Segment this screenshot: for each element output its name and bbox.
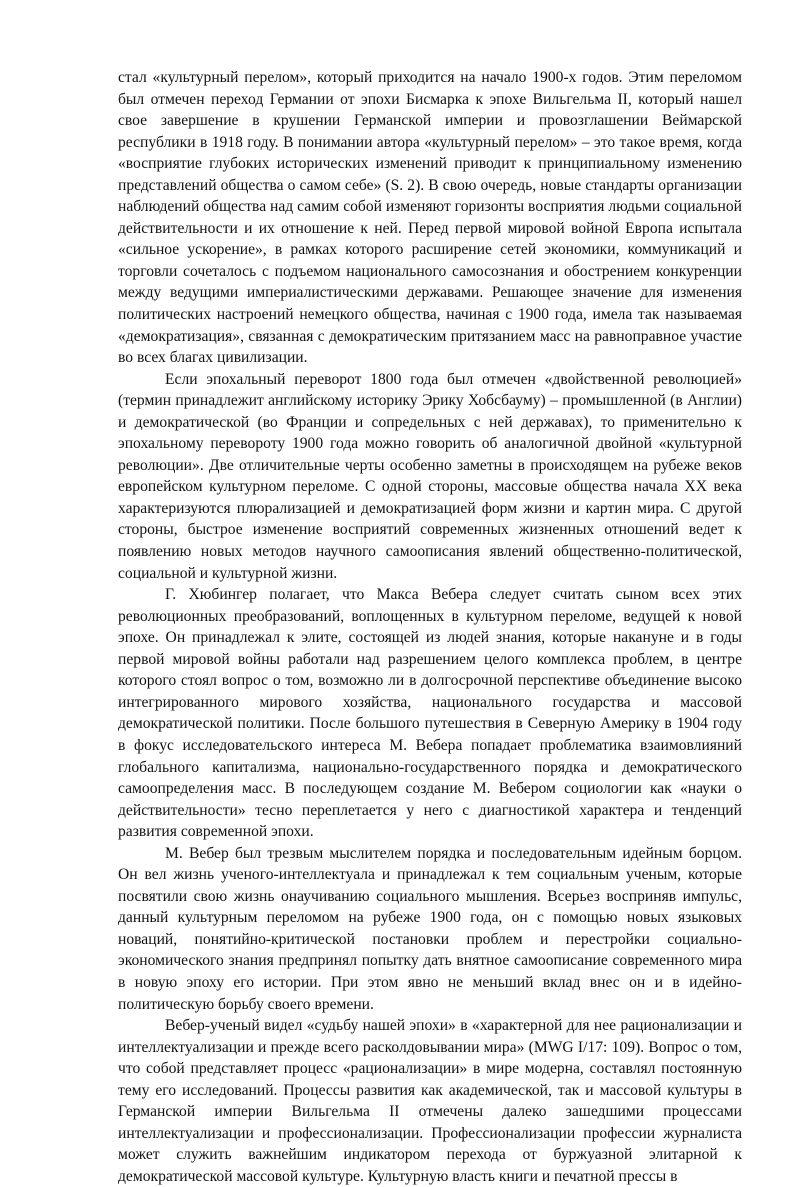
paragraph-5: Вебер-ученый видел «судьбу нашей эпохи» в «характерной для нее рационализации и интеллектуализации и прежде всего расколдовывании мира» (MWG I/17: 109). Вопрос о том, что собой представляет процесс «рационализации» в мире модерна, составлял постоянную тему его исследований. Процессы развития как академической, так и массовой культуры в Германской империи Вильгельма II отмечены далеко зашедшими процессами интеллектуализации и профессионализации. Профессионализации профессии журналиста может служить важнейшим индикатором перехода от буржуазной элитарной к демократической массовой культуре. Культурную власть книги и печатной прессы в [118, 1017, 742, 1185]
paragraph-2: Если эпохальный переворот 1800 года был отмечен «двойственной революцией» (термин принадлежит английскому историку Эрику Хобсбауму) – промышленной (в Англии) и демократической (во Франции и сопредельных с ней державах), то применительно к эпохальному перевороту 1900 года можно говорить об аналогичной двойной «культурной революции». Две отличительные черты особенно заметны в происходящем на рубеже веков европейском культурном переломе. С одной стороны, массовые общества начала XX века характеризуются плюрализацией и демократизацией форм жизни и картин мира. С другой стороны, быстрое изменение восприятий современных жизненных отношений ведет к появлению новых методов научного самоописания явлений общественно-политической, социальной и культурной жизни. [118, 370, 742, 582]
paragraph-1: стал «культурный перелом», который приходится на начало 1900-х годов. Этим переломом был отмечен переход Германии от эпохи Бисмарка к эпохе Вильгельма II, который нашел свое завершение в крушении Германской империи и провозглашении Веймарской республики в 1918 году. В понимании автора «культурный перелом» – это такое время, когда «восприятие глубоких исторических изменений приводит к принципиальному изменению представлений общества о самом себе» (S. 2). В свою очередь, новые стандарты организации наблюдений общества над самим собой изменяют горизонты восприятия людьми социальной действительности и их отношение к ней. Перед первой мировой войной Европа испытала «сильное ускорение», в рамках которого расширение сетей экономики, коммуникаций и торговли сочеталось с подъемом национального самосознания и обострением конкуренции между ведущими империалистическими державами. Решающее значение для изменения политических настроений немецкого общества, начиная с 1900 года, имела так называемая «демократизация», связанная с демократическим притязанием масс на равноправное участие во всех благах цивилизации. [118, 69, 742, 367]
paragraph-3: Г. Хюбингер полагает, что Макса Вебера следует считать сыном всех этих революционных преобразований, воплощенных в культурном переломе, ведущей к новой эпохе. Он принадлежал к элите, состоящей из людей знания, которые накануне и в годы первой мировой войны работали над разрешением целого комплекса проблем, в центре которого стоял вопрос о том, возможно ли в долгосрочной перспективе объединение высоко интегрированного мирового хозяйства, национального государства и массовой демократической политики. После большого путешествия в Северную Америку в 1904 году в фокус исследовательского интереса М. Вебера попадает проблематика взаимовлияний глобального капитализма, национально-государственного порядка и демократического самоопределения масс. В последующем создание М. Вебером социологии как «науки о действительности» тесно переплетается у него с диагностикой характера и тенденций развития современной эпохи. [118, 586, 742, 841]
document-page [118, 67, 742, 1187]
paragraph-4: М. Вебер был трезвым мыслителем порядка и последовательным идейным борцом. Он вел жизнь ученого-интеллектуала и принадлежал к тем социальным ученым, которые посвятили свою жизнь онаучиванию социального мышления. Всерьез восприняв импульс, данный культурным переломом на рубеже 1900 года, он с помощью новых языковых новаций, понятийно-критической постановки проблем и перестройки социально-экономического знания предпринял попытку дать внятное самоописание современного мира в новую эпоху его истории. При этом явно не меньший вклад внес он и в идейно-политическую борьбу своего времени. [118, 844, 742, 1013]
